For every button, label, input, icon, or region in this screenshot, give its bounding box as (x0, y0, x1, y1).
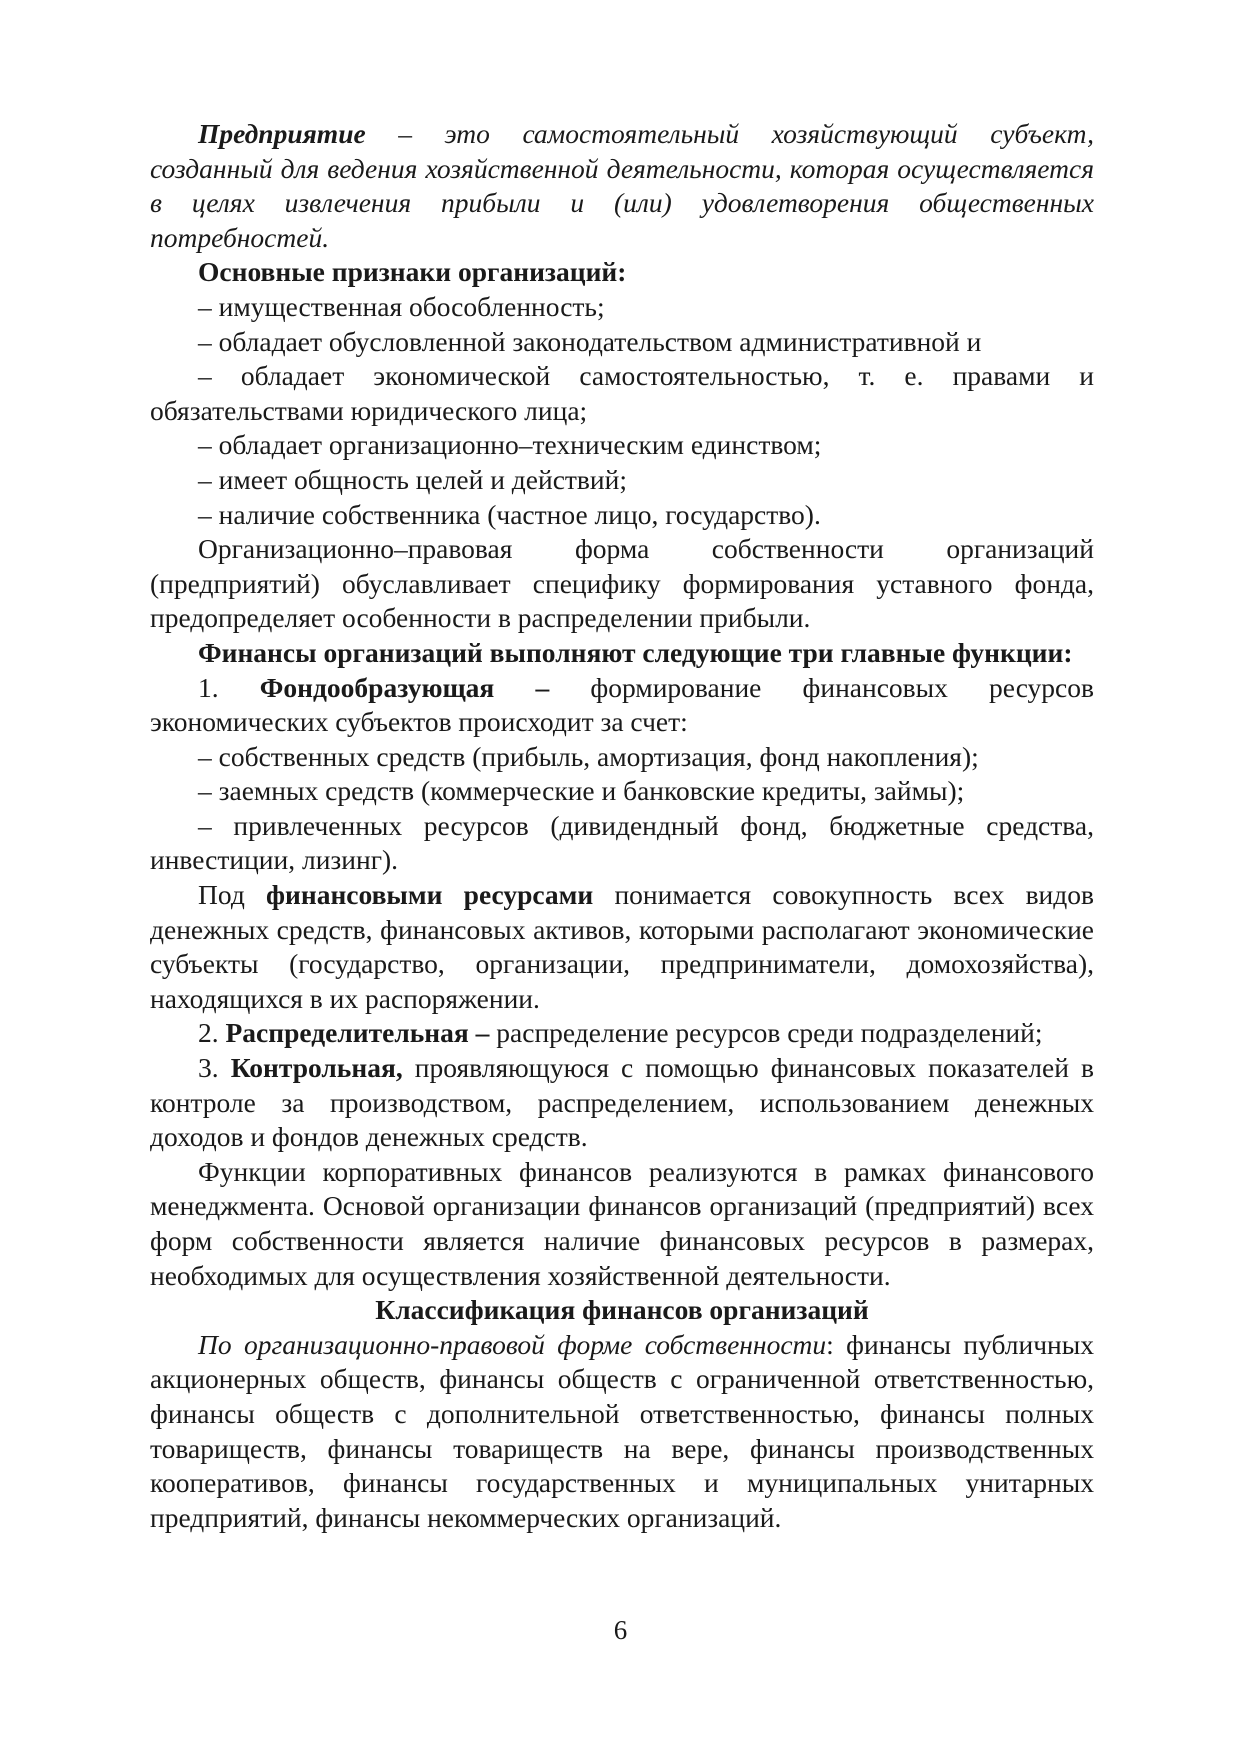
function-text: формирование финансовых ресурсов экономических субъектов происходит за счет: (150, 671, 1094, 738)
classification-heading: Классификация финансов организаций (375, 1294, 869, 1326)
definition-text: – это самостоятельный хозяйствующий субъект, созданный для ведения хозяйственной деятельности, которая осуществляется в целях извлечения прибыли и (или) удовлетворения общественных потребностей. (150, 118, 1094, 253)
function-number: 1. (198, 671, 260, 703)
fund-forming-function (150, 671, 1094, 740)
function-number: 2. (198, 1017, 226, 1049)
function-number: 3. (198, 1052, 231, 1084)
enterprise-definition (150, 117, 1094, 255)
classification-text: : финансы публичных акционерных обществ, финансы обществ с ограниченной ответственностью, финансы обществ с дополнительной ответственностью, финансы полных товариществ, финансы товариществ на вере, финансы производственных кооперативов, финансы государственных и муниципальных унитарных предприятий, финансы некоммерческих организаций. (150, 1328, 1094, 1533)
feature-item: – имущественная обособленность; (198, 290, 605, 322)
financial-resources-definition (150, 878, 1094, 1016)
control-function (150, 1051, 1094, 1155)
feature-item: – обладает организационно–техническим единством; (198, 429, 822, 461)
function-name: Распределительная – (225, 1017, 490, 1049)
resources-after: понимается совокупность всех видов денежных средств, финансовых активов, которыми располагают экономические субъекты (государство, организации, предприниматели, домохозяйства), находящихся в их распоряжении. (150, 879, 1094, 1014)
definition-term: Предприятие (198, 118, 366, 149)
document-page (150, 117, 1094, 1535)
feature-item: – обладает обусловленной законодательством административной и (198, 325, 982, 357)
function-name: Фондообразующая – (259, 671, 550, 703)
function-name: Контрольная, (230, 1052, 403, 1084)
corporate-finance-paragraph: Функции корпоративных финансов реализуются в рамках финансового менеджмента. Основой организации финансов организаций (предприятий) всех форм собственности является наличие финансовых ресурсов в размерах, необходимых для осуществления хозяйственной деятельности. (150, 1155, 1094, 1291)
source-item: – привлеченных ресурсов (дивидендный фонд, бюджетные средства, инвестиции, лизинг). (150, 809, 1094, 876)
page-number: 6 (613, 1615, 628, 1645)
classification-criterion: По организационно-правовой форме собственности (198, 1328, 827, 1360)
distributive-function (150, 1016, 1094, 1051)
function-text: проявляющуюся с помощью финансовых показателей в контроле за производством, распределением, использованием денежных доходов и фондов денежных средств. (150, 1052, 1094, 1153)
source-item: – заемных средств (коммерческие и банковские кредиты, займы); (198, 775, 965, 807)
resources-before: Под (198, 879, 266, 911)
function-text: распределение ресурсов среди подразделений; (489, 1017, 1043, 1049)
legal-form-paragraph: Организационно–правовая форма собственности организаций (предприятий) обуславливает специфику формирования уставного фонда, предопределяет особенности в распределении прибыли. (150, 533, 1094, 634)
classification-paragraph (150, 1328, 1094, 1536)
feature-item: – обладает экономической самостоятельностью, т. е. правами и обязательствами юридического лица; (150, 360, 1094, 426)
feature-item: – наличие собственника (частное лицо, государство). (198, 498, 821, 530)
resources-term: финансовыми ресурсами (266, 879, 594, 911)
feature-item: – имеет общность целей и действий; (198, 463, 627, 495)
functions-heading: Финансы организаций выполняют следующие три главные функции: (198, 636, 1073, 668)
features-heading: Основные признаки организаций: (198, 256, 627, 288)
source-item: – собственных средств (прибыль, амортизация, фонд накопления); (198, 740, 979, 772)
